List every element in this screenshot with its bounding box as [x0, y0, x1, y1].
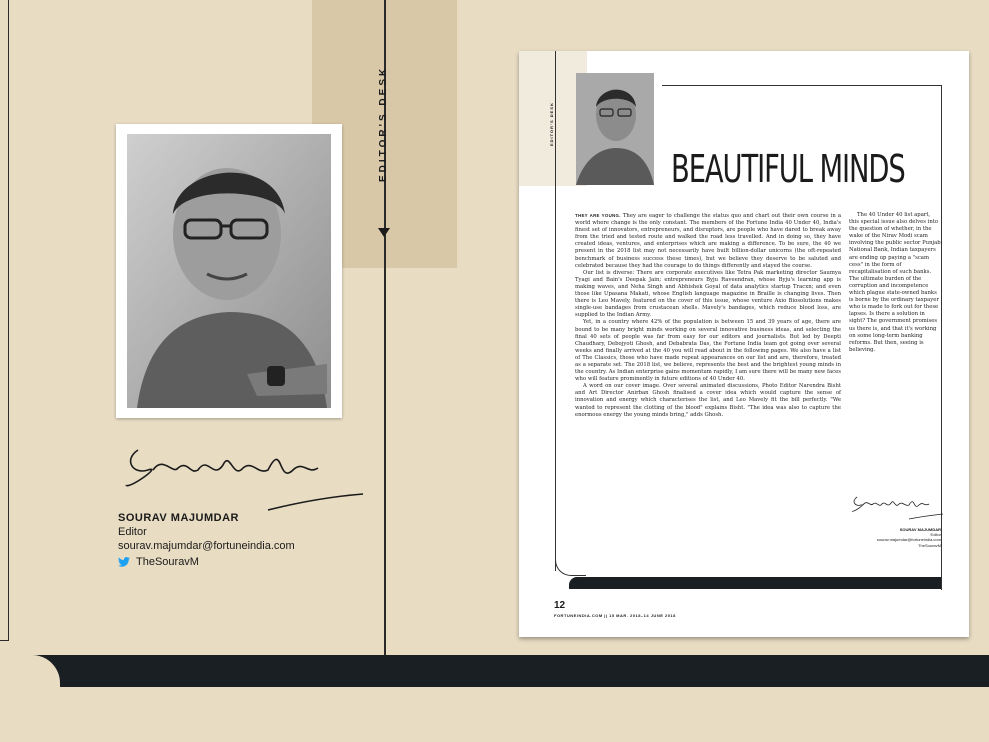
paragraph-4: A word on our cover image. Over several animated discussions, Photo Editor Narendra Bisht and Art Director Anirban Ghosh finalised a cover idea which would capture the sense of innovation and energy which characterises the list, and Leo Mavely fit the bill perfectly. "We wanted to represent the clotting of the blood" explains Bisht. "The idea was also to capture the enormous energy the young minds bring," adds Ghosh.: [575, 383, 841, 418]
editor-photo-frame: [116, 124, 342, 418]
lead-in: THEY ARE YOUNG.: [575, 213, 621, 218]
editor-photo: [127, 134, 331, 408]
page-title-rule: [662, 85, 941, 86]
arrow-down-icon: [378, 228, 390, 237]
article-body: [575, 212, 841, 419]
page-edge-line: [0, 0, 9, 641]
page-bottom-band: [569, 577, 941, 589]
editors-desk-label: EDITOR'S DESK: [378, 65, 389, 182]
twitter-handle: TheSouravM: [136, 556, 199, 568]
paragraph-1: THEY ARE YOUNG. They are eager to challenge the status quo and chart out their own course in a world where change is the only constant. The members of the Fortune India 40 Under 40, India's finest set of innovators, entrepreneurs, and disruptors, are people who have dared to break away from the tried and tested route and walked the road less travelled. And in doing so, they have created ideas, ventures, and enterprises which are making a difference. To be sure, the 40 we present in the 2018 list may not necessarily have built billion-dollar unicorns (the oft-repeated benchmark of business success these times), but we believe they deserve to be saluted and celebrated because they had the courage to do things differently and stayed the course.: [575, 213, 842, 269]
editor-twitter[interactable]: [118, 556, 199, 568]
paragraph-2: Our list is diverse: There are corporate executives like Tetra Pak marketing director Saumya Tyagi and Bain's Deepak Jain; entrepreneurs Byju Raveendran, whose Byju's learning app is making waves, and Neha Singh and Abhishek Goyal of data analytics startup Tracxn; and even those like Upasana Makati, whose English language magazine in Braille is changing lives. Then there is Leo Mavely, featured on the cover of this issue, whose venture Axio Biosolutions makes single-use bandages from crustacean shells. Mavely's bandages, which reduce blood loss, are supplied to the Indian Army.: [575, 269, 841, 319]
page-thumbnail[interactable]: EDITOR'S DESK BEAUTIFUL MINDS THEY ARE YOUNG. They are eager to challenge the status quo and chart out their own course in a world where change is the only constant. The members of the Fortune India 40 Under 40, India's finest set of innovators, entrepreneurs, and disruptors, are people who have dared to break away from the tried and tested route and walked the road less travelled. And in doing so, they have created ideas, ventures, and enterprises which are making a difference. To be sure, the 40 we present in the 2018 list may not necessarily have built billion-dollar unicorns (the oft-repeated benchmark of business success these times), but we believe they deserve to be saluted and celebrated because they had the courage to do things differently and stayed the course. Our list is diverse: There are corporate executives like Tetra Pak marketing director Saumya Tyagi and Bain's Deepak Jain; entrepreneurs Byju Raveendran, whose Byju's learning app is making waves, and Neha Singh and Abhishek Goyal of data analytics startup Tracxn; and even those like Upasana Makati, whose English language magazine in Braille is changing lives. Then there is Leo Mavely, featured on the cover of this issue, whose venture Axio Biosolutions makes single-use bandages from crustacean shells. Mavely's bandages, which reduce blood loss, are supplied to the Indian Army. Yet, in a country where 42% of the population is between 15 and 39 years of age, there are bound to be many bright minds working on several innovative business ideas, and selecting the final 40 sets of people was far from easy for our editors and journalists. But led by Deepti Chaudhary, Debojyoti Ghosh, and Debabrata Das, the Fortune India team got going over several weeks and finally arrived at the 40 you will read about in the following pages. We also have a list of The Classics, those who have made repeat appearances on our list and are, therefore, treated as a separate set. The 2018 list, we believe, represents the best and the brightest young minds in the country. As Indian enterprise gains momentum rapidly, I am sure there will be many new faces who will feature prominently in future editions of 40 Under 40. A word on our cover image. Over several animated discussions, Photo Editor Narendra Bisht and Art Director Anirban Ghosh finalised a cover idea which would capture the sense of innovation and energy which characterises the list, and Leo Mavely fit the bill perfectly. "We wanted to represent the clotting of the blood" explains Bisht. "The idea was also to capture the enormous energy the young minds bring," adds Ghosh. The 40 Under 40 list apart, this special issue also delves into the question of whether, in the wake of the Nirav Modi scam involving the public sector Punjab National Bank, Indian taxpayers are ending up paying a "scam cess" in the form of recapitalisation of such banks. The ultimate burden of the corruption and incompetence which plague state-owned banks is borne by the ordinary taxpayer who is made to fork out for these lapses. Is there a solution in sight? The government promises us there is, and that it's working on some long-term banking reforms. But then, seeing is believing. SOURAV MAJUMDAR Editor sourav.majumdar@fortuneindia.com TheSouravM 12 FORTUNEINDIA.COM || 15 MAR. 2018–14 JUNE 2018: [519, 51, 969, 637]
page-number: 12: [554, 600, 566, 611]
twitter-icon: [118, 557, 130, 567]
editor-name: SOURAV MAJUMDAR: [118, 512, 239, 524]
paragraph-3: Yet, in a country where 42% of the population is between 15 and 39 years of age, there are bound to be many bright minds working on several innovative business ideas, and selecting the final 40 sets of people was far from easy for our editors and journalists. But led by Deepti Chaudhary, Debojyoti Ghosh, and Debabrata Das, the Fortune India team got going over several weeks and finally arrived at the 40 you will read about in the following pages. We also have a list of The Classics, those who have made repeat appearances on our list and are, therefore, treated as a separate set. The 2018 list, we believe, represents the best and the brightest young minds in the country. As Indian enterprise gains momentum rapidly, I am sure there will be many new faces who will feature prominently in future editions of 40 Under 40.: [575, 319, 841, 383]
page-footer: FORTUNEINDIA.COM || 15 MAR. 2018–14 JUNE 2018: [554, 613, 676, 618]
article-title: BEAUTIFUL MINDS: [671, 147, 905, 191]
page-signature: [849, 491, 944, 521]
editor-signature: [118, 430, 368, 515]
page-corner-curve: [555, 531, 586, 576]
bottom-band: [0, 655, 989, 687]
page-editor-photo: [576, 73, 654, 185]
editor-email[interactable]: sourav.majumdar@fortuneindia.com: [118, 540, 295, 552]
page-editor-block: SOURAV MAJUMDAR Editor sourav.majumdar@fortuneindia.com TheSouravM: [876, 527, 941, 548]
sidebar-column: The 40 Under 40 list apart, this special issue also delves into the question of whether, in the wake of the Nirav Modi scam involving the public sector Punjab National Bank, Indian taxpayers are ending up paying a "scam cess" in the form of recapitalisation of such banks. The ultimate burden of the corruption and incompetence which plague state-owned banks is borne by the ordinary taxpayer who is made to fork out for these lapses. Is there a solution in sight? The government promises us there is, and that it's working on some long-term banking reforms. But then, seeing is believing.: [849, 212, 941, 353]
editor-role: Editor: [118, 526, 147, 538]
page-vertical-rule: [555, 51, 556, 571]
